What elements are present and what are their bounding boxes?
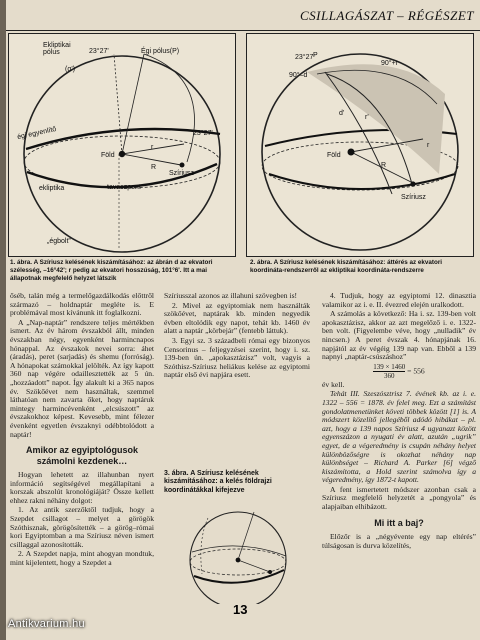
label-r-prime: r'	[365, 114, 369, 121]
section-heading: Mi itt a baj?	[374, 517, 424, 528]
watermark: Antikvarium.hu	[8, 618, 85, 630]
page-header	[6, 0, 480, 31]
fraction-numerator: 139 × 1460	[373, 362, 406, 371]
paragraph: Előzőr is a „négyévente egy nap eltérés” túlságosan is durva közelítés,	[322, 532, 476, 550]
label-sziriusz: Szíriusz	[401, 194, 426, 201]
paragraph: 2. A Szepdet napja, mint ahogyan mondtuk, mint kijelentett, hogy a Szepdet a	[10, 549, 154, 568]
figure-1	[8, 33, 236, 257]
figure-2	[246, 33, 474, 257]
paragraph: 3. Egyi sz. 3 századbeli római egy bizonyos Censorinus – feljegyzései szerint, hogy i. sz. 139-ben ún. „apokasztázisz” volt, vagyis a Szóthisz-Szíriusz heliákus kelése az egyiptomi naptár első évi napjára esett.	[164, 335, 310, 380]
label-angle-1: 23°27'	[89, 48, 109, 55]
paragraph: év kell.	[322, 379, 345, 389]
paragraph: 4. Tudjuk, hogy az egyiptomi 12. dinasztia valamikor az i. e. II. évezred elején uralkodott.	[322, 292, 476, 309]
label-d-prime: d'	[339, 110, 345, 117]
label-ecl-pole: Ekliptikai pólus	[43, 42, 71, 56]
paragraph: 1. Az antik szerzőktől tudjuk, hogy a Szepdet csillagot – melyet a görögök Szóthisznak, görögösítették – a görög–római kori Egyiptomban a ma Szíriusz néven ismert csillaggal azonosították.	[10, 505, 154, 549]
label-R: R	[151, 164, 157, 171]
figure-3-caption: 3. ábra. A Szíriusz kelésének kiszámításához: a kelés földrajzi koordinátákkal kifejezve	[164, 470, 272, 494]
label-fold: Föld	[327, 152, 341, 159]
label-fold: Föld	[101, 152, 115, 159]
label-sziriusz: Szíriusz	[169, 170, 194, 177]
paragraph: Tehát III. Szeszósztrisz 7. évének kb. az i. e. 1322 – 556 = 1878. év felel meg. Ezt a számítást gondolatmenetünket követi többek között [1] is. A módszert közelítő jellegéből adódó hibákat – pl. azt, hogy a 139 napos Szíriusz 4 ugyanazt között egyenszázon a nyugati év alatt, azután „ugrik” egyet, de a végeredmény is csupán néhány helyet különbözőségre is okozhat néhány nap különbséget – Richard A. Parker [6] végző kiszámította, a Hold szerint számolva így a végeredmény, így 1872-t kapott.	[322, 389, 476, 485]
label-ekliptika: ekliptika	[39, 185, 65, 192]
fraction-result: = 556	[407, 366, 425, 375]
paragraph: A fent ismertetett módszer azonban csak a Szíriusz megfelelő helyzetét a „pongyola” és alapjaiban elhibázott.	[322, 484, 476, 512]
figure-3-diagram	[168, 500, 308, 604]
paragraph: A számolás a következő: Ha i. sz. 139-ben volt apokasztázisz, akkor az azt megelőző i. e. 1322-ben volt. (Figyelembe véve, hogy „nulladik” év nincsen.) A peret évszak 4. hónapjának 16. napjától az év végéig 139 nap van. Ebből a 139 napnyi „naptár-csúszáshoz”	[322, 309, 476, 362]
column-3	[322, 292, 476, 602]
paragraph: Szíriusszal azonos az illahuni szövegben is!	[164, 292, 298, 300]
page-number: 13	[233, 602, 248, 617]
label-90-minus-d: 90°–d	[289, 72, 308, 79]
paragraph: A „Nap-naptár” rendszere teljes mértékben ismert. Az év három évszakból állt, minden évszakban négy, egyenként harmincnapos hónappal. Az évszakok nevei sorra: áhet (áradás), peret (sarjadás) és shemu (forróság). A hónapokat számokkal jelölték. Az így kapott 360 nap végére odaillesztették az 5 ún. „hozzáadott” napot. Így alakult ki a 365 napos év. Szökőévet nem használtak, szemmel láthatóan nem zavarta őket, hogy naptáruk mintegy harmincévenként „elcsúszott” az évszakokhoz képest. Kevesebb, mint félezer évenként egyetlen évszaknyi odébbtolódott a naptár!	[10, 317, 154, 439]
column-2	[164, 292, 310, 464]
label-r: r	[427, 142, 430, 149]
figure-1-diagram	[9, 34, 235, 256]
paragraph: Hogyan lehetett az illahunban nyert információ segítségével megállapítani a korszak abszolút kronológiáját? Össze kellett ehhez rakni néhány dolgot:	[10, 470, 154, 505]
label-r-small: r	[151, 144, 154, 151]
label-P: P	[313, 52, 318, 59]
figure-2-diagram	[247, 34, 473, 256]
paragraph: 2. Mivel az egyiptomiak nem használták szökőévet, naptárak kb. minden negyedik évben eltolódik egy napot, tehát kb. 1460 év alatt a naptár „körbejár” (fentebb láttuk).	[164, 300, 310, 336]
label-tavaszpont: tavaszpont	[107, 184, 141, 191]
label-angle: 23°27'	[295, 54, 315, 61]
label-angle-2: 23°27'	[193, 130, 213, 137]
label-equ-pole: Égi pólus(P)	[141, 48, 180, 55]
label-R: R	[381, 162, 387, 169]
figure-2-caption: 2. ábra. A Szíriusz kelésének kiszámításához: áttérés az ekvatori koordináta-rendszerről az ekliptikai koordináta-rendszerre	[250, 259, 443, 275]
section-title: CSILLAGÁSZAT – RÉGÉSZET	[299, 8, 474, 23]
section-heading: Amikor az egyiptológusok számolni kezdenek…	[25, 445, 139, 466]
label-alpha: (α')	[65, 66, 76, 73]
paragraph: őséb, talán még a termelőgazdálkodás előttről származó – holdnaptár megléte is. E problémával most kívánunk itt foglalkozni.	[10, 292, 154, 318]
figure-row	[6, 33, 480, 255]
label-egbolt: „égbolt”	[47, 238, 71, 245]
page	[6, 0, 480, 640]
fraction-line	[322, 363, 476, 380]
fraction-denominator: 360	[384, 371, 395, 380]
label-90-plus-r: 90°+r	[381, 60, 399, 67]
column-1	[10, 292, 154, 602]
label-equator: égi egyenlítő	[16, 125, 57, 142]
fraction	[373, 363, 405, 380]
figure-1-caption: 1. ábra. A Szíriusz kelésének kiszámításához: az ábrán d az ekvatori szélesség, –16°42'; r pedig az ekvatori hosszúság, 101°6'. Itt a mai állapotnak megfelelő helyzet látszik	[10, 259, 213, 283]
